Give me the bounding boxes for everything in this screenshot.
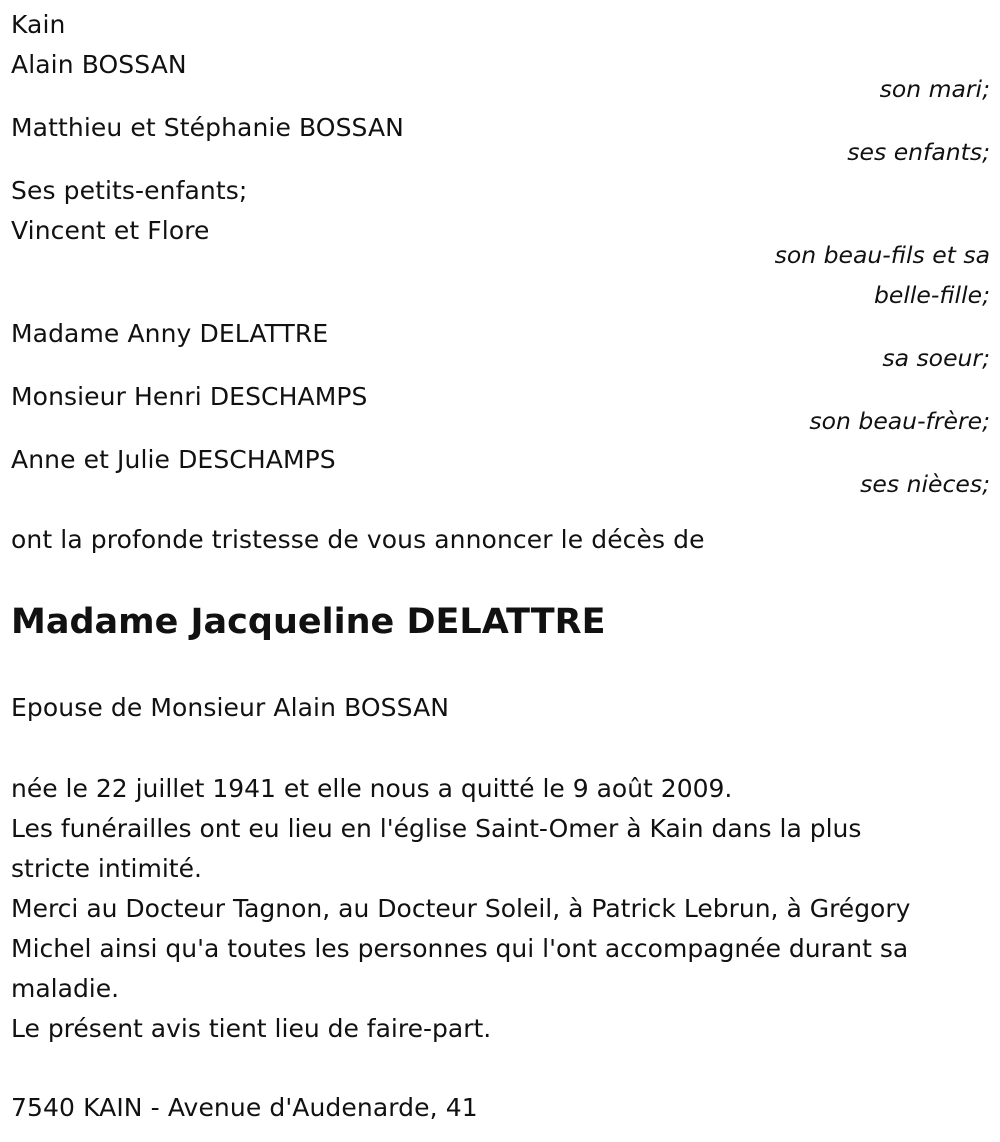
family-relation: son beau-frère; [809, 407, 990, 435]
family-relation: sa soeur; [882, 344, 990, 372]
spouse-line: Epouse de Monsieur Alain BOSSAN [11, 693, 450, 722]
family-relation: son beau-fils et sa [774, 241, 990, 269]
thanks-text: Merci au Docteur Tagnon, au Docteur Soleil, à Patrick Lebrun, à Grégory [11, 894, 911, 923]
family-member-name: Anne et Julie DESCHAMPS [11, 445, 336, 474]
family-relation: ses nièces; [860, 470, 990, 498]
family-relation: son mari; [879, 75, 990, 103]
thanks-text: Michel ainsi qu'a toutes les personnes qui l'ont accompagnée durant sa [11, 934, 909, 963]
family-member-name: Monsieur Henri DESCHAMPS [11, 382, 368, 411]
family-member-name: Alain BOSSAN [11, 50, 187, 79]
funeral-text: stricte intimité. [11, 854, 202, 883]
obituary-notice [11, 0, 991, 1142]
thanks-text: maladie. [11, 974, 120, 1003]
details-paragraph [11, 769, 986, 1049]
birth-death-text: née le 22 juillet 1941 et elle nous a quitté le 9 août 2009. [11, 774, 733, 803]
announcement-text: ont la profonde tristesse de vous annoncer le décès de [11, 525, 705, 554]
notice-text: Le présent avis tient lieu de faire-part. [11, 1014, 492, 1043]
funeral-text: Les funérailles ont eu lieu en l'église Saint-Omer à Kain dans la plus [11, 814, 862, 843]
family-member-name: Ses petits-enfants; [11, 176, 248, 205]
address-text: 7540 KAIN - Avenue d'Audenarde, 41 [11, 1093, 478, 1122]
family-relation: ses enfants; [847, 138, 990, 166]
location-text: Kain [11, 10, 66, 39]
deceased-name: Madame Jacqueline DELATTRE [11, 602, 606, 642]
family-member-name: Vincent et Flore [11, 216, 210, 245]
family-relation: belle-fille; [874, 281, 990, 309]
family-member-name: Matthieu et Stéphanie BOSSAN [11, 113, 404, 142]
family-member-name: Madame Anny DELATTRE [11, 319, 329, 348]
